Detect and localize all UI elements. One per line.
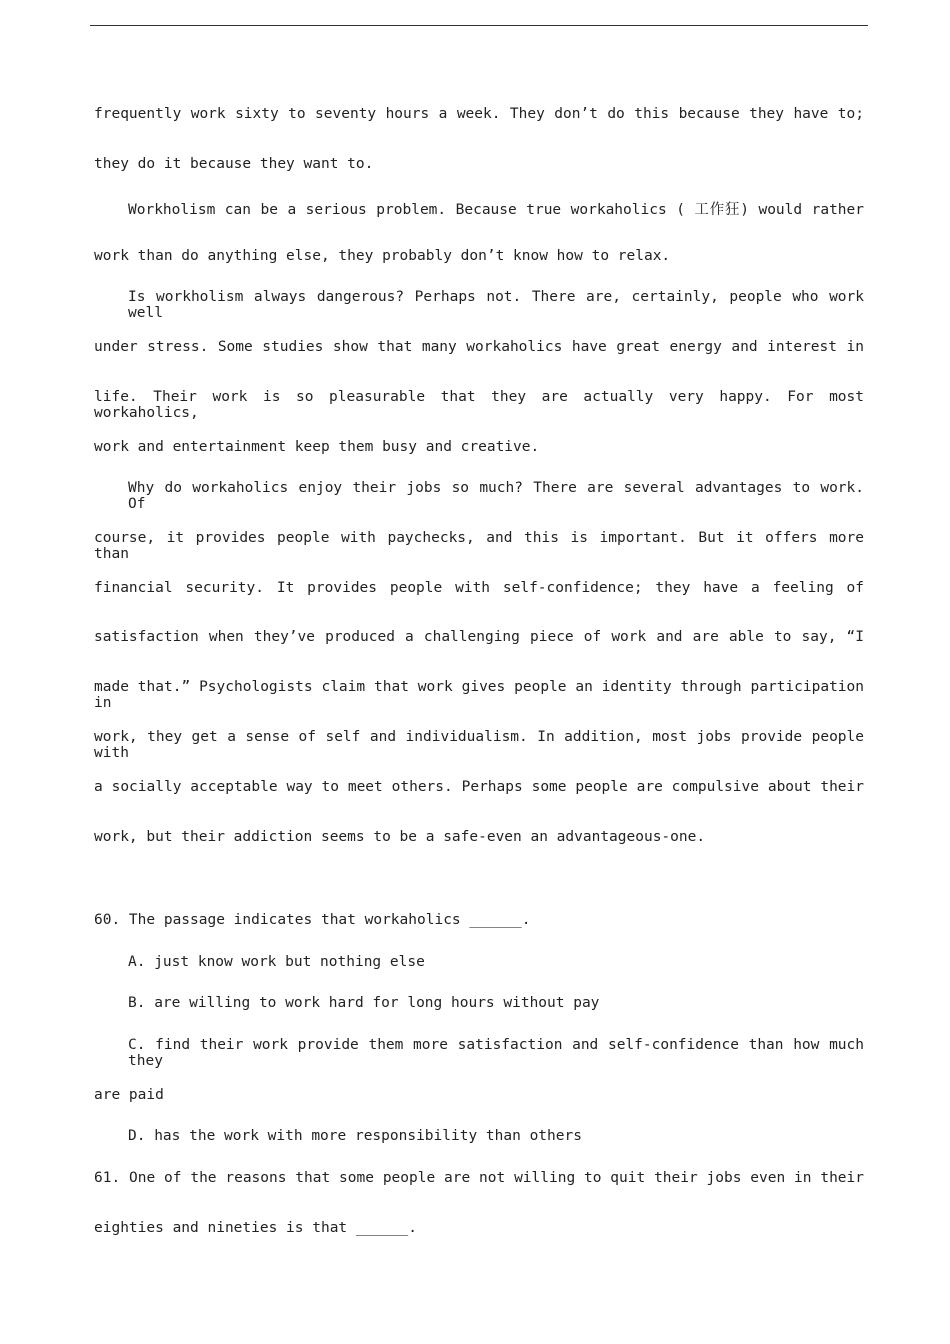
passage-line: course, it provides people with paychecks, and this is important. But it offers more than [94,530,864,562]
passage-line: work, but their addiction seems to be a safe-even an advantageous-one. [94,829,706,845]
question-60-option-d: D. has the work with more responsibility than others [128,1128,582,1144]
passage-line: Workholism can be a serious problem. Because true workaholics ( 工作狂) would rather [128,202,864,218]
passage-line: satisfaction when they’ve produced a challenging piece of work and are able to say, “I [94,629,864,645]
header-rule [90,25,868,26]
question-61-stem: 61. One of the reasons that some people are not willing to quit their jobs even in their [94,1170,864,1186]
passage-line: they do it because they want to. [94,156,374,172]
passage-line: under stress. Some studies show that many workaholics have great energy and interest in [94,339,864,355]
question-61-stem-cont: eighties and nineties is that ______. [94,1220,418,1236]
passage-line: Why do workaholics enjoy their jobs so much? There are several advantages to work. Of [128,480,864,512]
question-60-stem: 60. The passage indicates that workaholics ______. [94,912,531,928]
passage-line: work and entertainment keep them busy and creative. [94,439,540,455]
question-60-option-c: C. find their work provide them more satisfaction and self-confidence than how much they [128,1037,864,1069]
passage-line: work than do anything else, they probably don’t know how to relax. [94,248,671,264]
passage-line: life. Their work is so pleasurable that they are actually very happy. For most workaholics, [94,389,864,421]
question-60-option-a: A. just know work but nothing else [128,954,425,970]
passage-line: Is workholism always dangerous? Perhaps not. There are, certainly, people who work well [128,289,864,321]
passage-line: financial security. It provides people with self-confidence; they have a feeling of [94,580,864,596]
question-60-option-c-cont: are paid [94,1087,164,1103]
passage-line: work, they get a sense of self and individualism. In addition, most jobs provide people with [94,729,864,761]
passage-line: made that.” Psychologists claim that work gives people an identity through participation in [94,679,864,711]
passage-line: frequently work sixty to seventy hours a week. They don’t do this because they have to; [94,106,864,122]
question-60-option-b: B. are willing to work hard for long hours without pay [128,995,600,1011]
passage-line: a socially acceptable way to meet others. Perhaps some people are compulsive about their [94,779,864,795]
